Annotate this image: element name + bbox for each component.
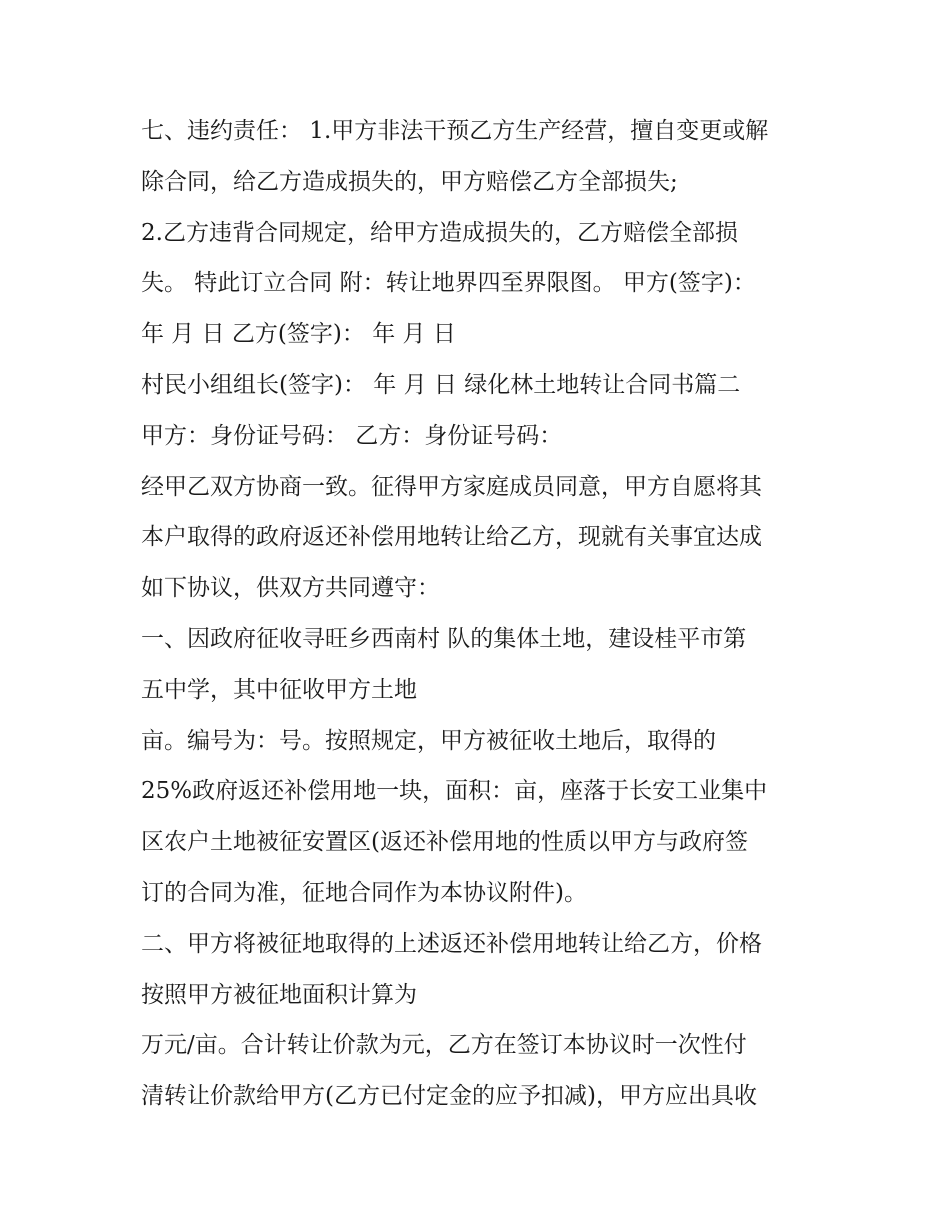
text-line: 亩。编号为：号。按照规定，甲方被征收土地后，取得的 [141,727,716,754]
text-line: 订的合同为准，征地合同作为本协议附件)。 [141,879,587,906]
text-line: 五中学，其中征收甲方土地 [141,676,417,703]
text-line: 本户取得的政府返还补偿用地转让给乙方，现就有关事宜达成 [141,524,762,551]
text-line: 按照甲方被征地面积计算为 [141,981,417,1008]
contract-text [141,106,821,1122]
text-line: 失。 特此订立合同 附：转让地界四至界限图。 甲方(签字)： [141,270,756,297]
text-line: 如下协议，供双方共同遵守： [141,575,440,602]
text-line: 甲方：身份证号码： 乙方：身份证号码： [141,422,563,449]
text-line: 年 月 日 乙方(签字)： 年 月 日 [141,321,456,348]
text-line: 除合同，给乙方造成损失的，甲方赔偿乙方全部损失; [141,168,678,195]
text-line: 七、违约责任： 1.甲方非法干预乙方生产经营，擅自变更或解 [141,118,769,144]
text-line: 万元/亩。合计转让价款为元，乙方在签订本协议时一次性付 [141,1032,747,1059]
text-line: 经甲乙双方协商一致。征得甲方家庭成员同意，甲方自愿将其 [141,473,762,500]
text-line: 一、因政府征收寻旺乡西南村 队的集体土地，建设桂平市第 [141,625,747,652]
text-line: 25%政府返还补偿用地一块，面积：亩，座落于长安工业集中 [141,778,768,805]
text-line: 区农户土地被征安置区(返还补偿用地的性质以甲方与政府签 [141,829,748,856]
text-line: 清转让价款给甲方(乙方已付定金的应予扣减)，甲方应出具收 [141,1083,757,1110]
text-line: 二、甲方将被征地取得的上述返还补偿用地转让给乙方，价格 [141,930,762,957]
text-line: 村民小组组长(签字)： 年 月 日 绿化林土地转让合同书篇二 [141,371,741,398]
text-line: 2.乙方违背合同规定，给甲方造成损失的，乙方赔偿全部损 [141,219,738,246]
